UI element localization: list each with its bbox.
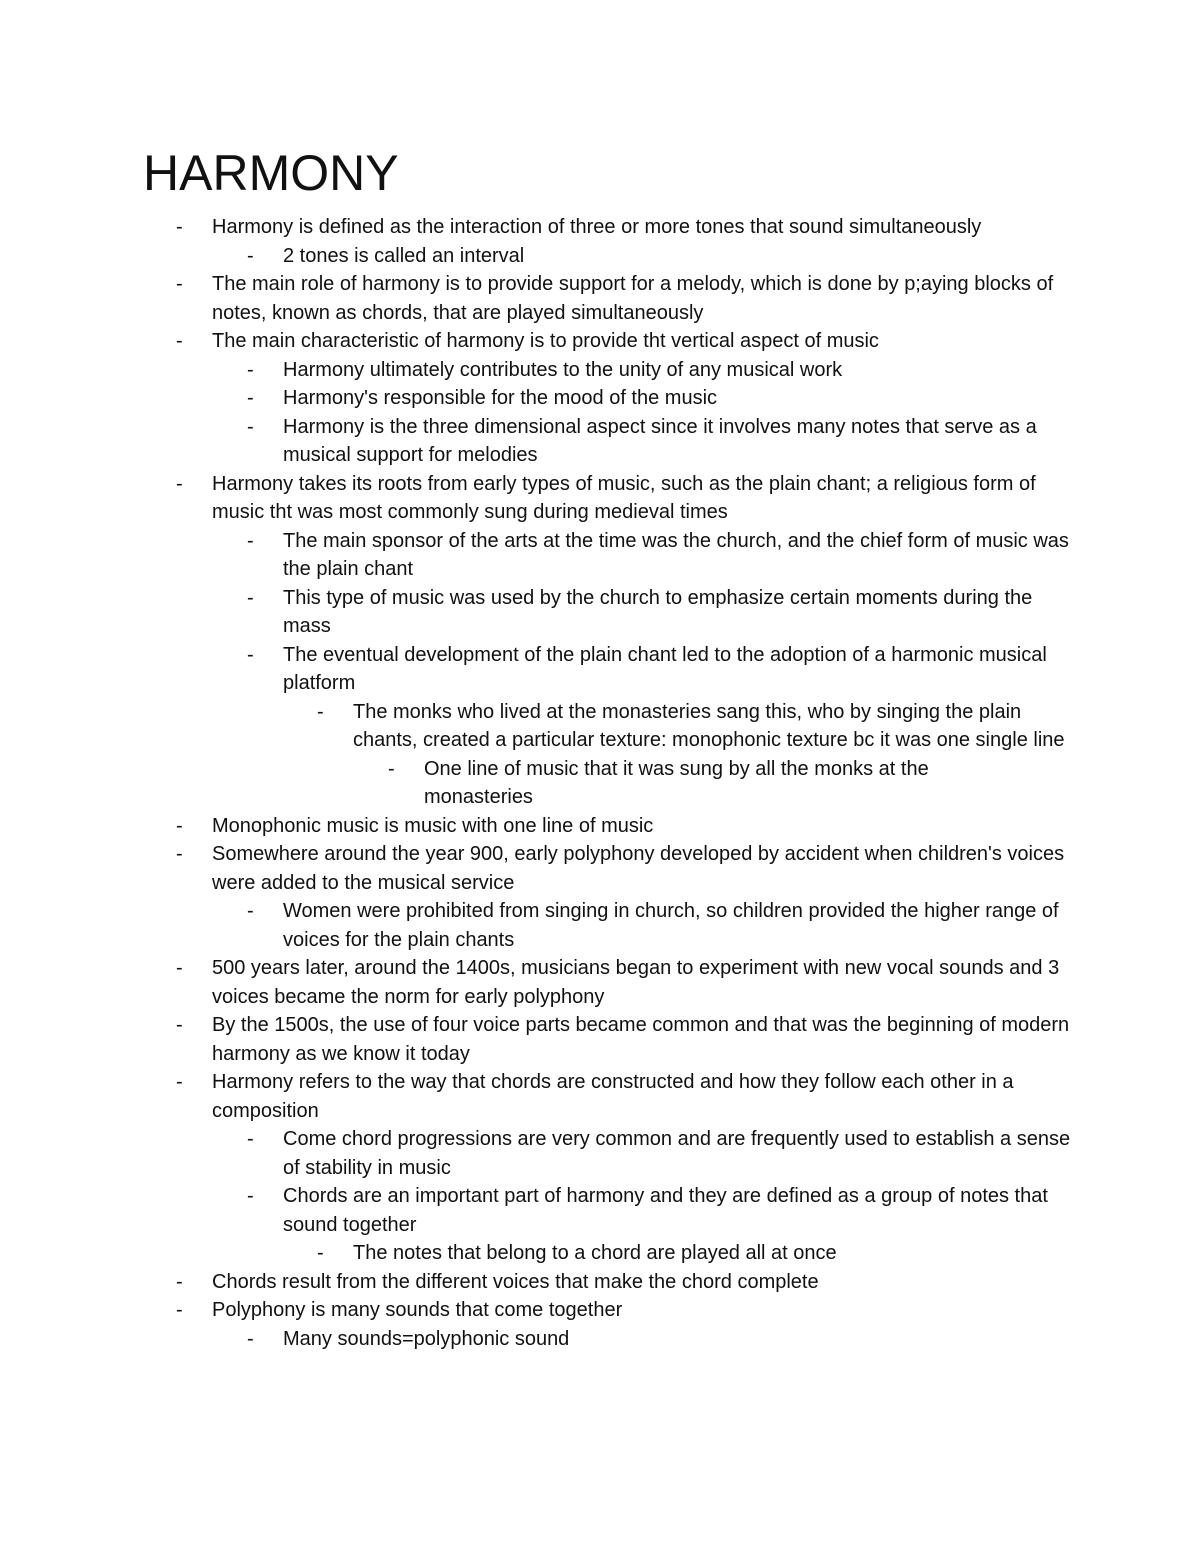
note-item-level-0: [0, 213, 1200, 242]
notes-list: [0, 213, 1200, 1353]
bullet-dash-icon: -: [176, 814, 183, 837]
note-item-level-2: [0, 698, 1200, 755]
bullet-dash-icon: -: [176, 273, 183, 295]
bullet-dash-icon: -: [176, 843, 183, 865]
note-text: The notes that belong to a chord are played all at once: [353, 1242, 837, 1264]
bullet-dash-icon: -: [247, 387, 254, 409]
note-text: Chords are an important part of harmony and they are defined as a group of notes that sound together: [283, 1185, 1048, 1236]
document-title: HARMONY: [143, 145, 399, 201]
bullet-dash-icon: -: [247, 643, 254, 666]
note-text: Harmony refers to the way that chords are constructed and how they follow each other in a composition: [212, 1071, 1014, 1122]
note-item-level-1: [0, 1125, 1200, 1182]
bullet-dash-icon: -: [317, 1242, 324, 1264]
bullet-dash-icon: -: [176, 330, 183, 352]
note-item-level-0: [0, 270, 1200, 327]
bullet-dash-icon: -: [176, 1299, 183, 1321]
note-text: The monks who lived at the monasteries sang this, who by singing the plain chants, created a particular texture: monophonic texture bc it was one single line: [353, 700, 1065, 751]
note-text: Harmony takes its roots from early types of music, such as the plain chant; a religious form of music tht was most commonly sung during medieval times: [212, 472, 1036, 523]
bullet-dash-icon: -: [247, 358, 254, 381]
bullet-dash-icon: -: [317, 700, 324, 723]
bullet-dash-icon: -: [247, 1185, 254, 1207]
note-text: Come chord progressions are very common and are frequently used to establish a sense of stability in music: [283, 1128, 1071, 1179]
note-item-level-1: [0, 584, 1200, 641]
note-item-level-0: [0, 1268, 1200, 1297]
note-text: The main role of harmony is to provide support for a melody, which is done by p;aying blocks of notes, known as chords, that are played simultaneously: [212, 273, 1054, 324]
note-item-level-1: [0, 356, 1200, 385]
note-item-level-1: [0, 641, 1200, 698]
bullet-dash-icon: -: [176, 216, 183, 238]
bullet-dash-icon: -: [388, 757, 395, 780]
note-item-level-0: [0, 812, 1200, 841]
bullet-dash-icon: -: [176, 1014, 183, 1036]
note-item-level-1: [0, 1182, 1200, 1239]
note-text: This type of music was used by the church to emphasize certain moments during the mass: [283, 586, 1033, 637]
note-text: Harmony is the three dimensional aspect since it involves many notes that serve as a musical support for melodies: [283, 415, 1037, 466]
bullet-dash-icon: -: [176, 957, 183, 979]
note-text: The main characteristic of harmony is to provide tht vertical aspect of music: [212, 330, 879, 352]
note-item-level-0: [0, 1068, 1200, 1125]
bullet-dash-icon: -: [247, 1327, 254, 1350]
bullet-dash-icon: -: [247, 586, 254, 609]
note-item-level-0: [0, 954, 1200, 1011]
bullet-dash-icon: -: [247, 900, 254, 922]
note-item-level-1: [0, 242, 1200, 271]
note-text: Monophonic music is music with one line of music: [212, 814, 654, 837]
note-text: One line of music that it was sung by all the monks at the monasteries: [424, 757, 929, 808]
note-item-level-3: [0, 755, 1200, 812]
note-text: 2 tones is called an interval: [283, 244, 525, 267]
note-item-level-1: [0, 384, 1200, 413]
note-text: By the 1500s, the use of four voice parts became common and that was the beginning of modern harmony as we know it today: [212, 1014, 1070, 1065]
note-text: Many sounds=polyphonic sound: [283, 1327, 570, 1350]
note-text: Women were prohibited from singing in church, so children provided the higher range of voices for the plain chants: [283, 900, 1059, 951]
note-item-level-0: [0, 1011, 1200, 1068]
note-item-level-1: [0, 413, 1200, 470]
note-text: Harmony's responsible for the mood of the music: [283, 387, 718, 409]
note-text: The main sponsor of the arts at the time was the church, and the chief form of music was the plain chant: [283, 529, 1069, 580]
note-item-level-1: [0, 527, 1200, 584]
bullet-dash-icon: -: [247, 415, 254, 438]
note-text: Harmony ultimately contributes to the unity of any musical work: [283, 358, 843, 381]
note-item-level-2: [0, 1239, 1200, 1268]
note-text: The eventual development of the plain chant led to the adoption of a harmonic musical platform: [283, 643, 1047, 694]
note-text: Harmony is defined as the interaction of three or more tones that sound simultaneously: [212, 216, 982, 238]
note-text: 500 years later, around the 1400s, musicians began to experiment with new vocal sounds and 3 voices became the norm for early polyphony: [212, 957, 1060, 1008]
bullet-dash-icon: -: [247, 1128, 254, 1150]
note-text: Chords result from the different voices that make the chord complete: [212, 1270, 819, 1293]
bullet-dash-icon: -: [247, 244, 254, 267]
bullet-dash-icon: -: [247, 529, 254, 552]
note-item-level-0: [0, 327, 1200, 356]
note-item-level-1: [0, 1325, 1200, 1354]
note-item-level-0: [0, 470, 1200, 527]
note-item-level-1: [0, 897, 1200, 954]
bullet-dash-icon: -: [176, 1071, 183, 1093]
bullet-dash-icon: -: [176, 472, 183, 495]
note-text: Somewhere around the year 900, early polyphony developed by accident when children's voices were added to the musical service: [212, 843, 1065, 894]
note-item-level-0: [0, 840, 1200, 897]
bullet-dash-icon: -: [176, 1270, 183, 1293]
note-text: Polyphony is many sounds that come together: [212, 1299, 623, 1321]
note-item-level-0: [0, 1296, 1200, 1325]
